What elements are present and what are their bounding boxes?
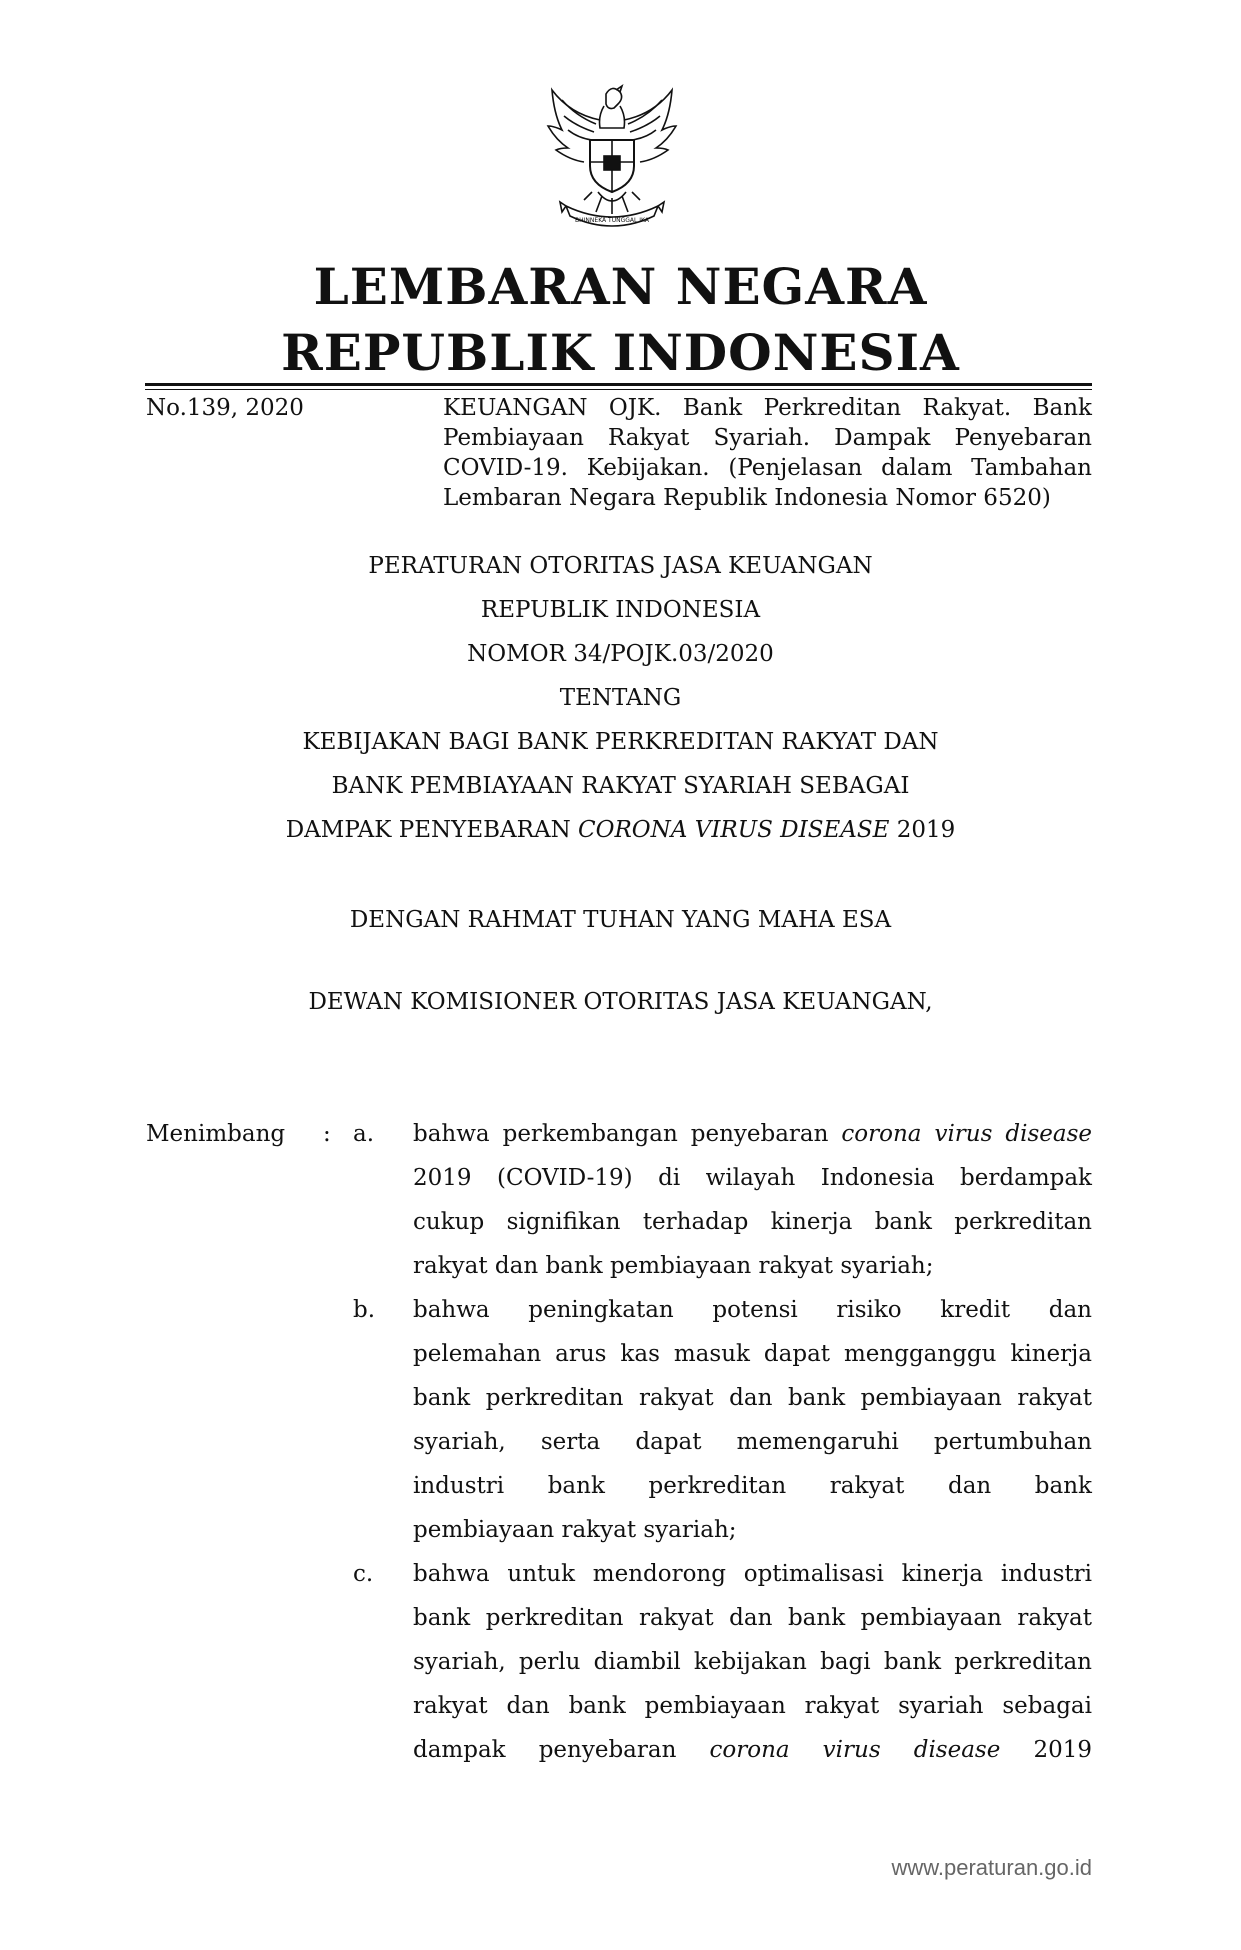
item-a-line [413,1112,1092,1156]
regulation-about: TENTANG [559,685,682,711]
gazette-number: No.139, 2020 [146,395,304,421]
item-a-line: 2019 (COVID-19) di wilayah Indonesia berdampak [413,1165,1092,1191]
item-c-line: bahwa untuk mendorong optimalisasi kinerja industri [413,1561,1092,1587]
item-a-line1-italic: corona virus disease [841,1121,1092,1147]
item-a-line: rakyat dan bank pembiayaan rakyat syariah; [413,1253,934,1279]
gazette-description [443,393,1092,513]
item-marker-b: b. [353,1297,376,1323]
gazette-description-line: COVID-19. Kebijakan. (Penjelasan dalam Tambahan [443,455,1092,481]
item-c-line: rakyat dan bank pembiayaan rakyat syariah sebagai [413,1693,1092,1719]
regulation-country: REPUBLIK INDONESIA [480,597,761,623]
item-b-line: bank perkreditan rakyat dan bank pembiayaan rakyat [413,1385,1092,1411]
item-text-b [413,1288,1092,1552]
gazette-description-line: Pembiayaan Rakyat Syariah. Dampak Penyebaran [443,425,1092,451]
header-divider-thick [145,383,1092,386]
considering-label: Menimbang [146,1121,286,1147]
gazette-description-line: KEUANGAN OJK. Bank Perkreditan Rakyat. Bank [443,395,1092,421]
item-b-line: bahwa peningkatan potensi risiko kredit dan [413,1297,1092,1323]
subject-prefix: DAMPAK PENYEBARAN [285,817,579,843]
item-marker-c: c. [353,1561,374,1587]
regulation-subject-line1: KEBIJAKAN BAGI BANK PERKREDITAN RAKYAT DAN [302,729,939,755]
divine-grace-line: DENGAN RAHMAT TUHAN YANG MAHA ESA [349,907,892,933]
item-c-line [413,1728,1092,1772]
regulation-number: NOMOR 34/POJK.03/2020 [467,641,774,667]
item-b-line: pelemahan arus kas masuk dapat mengganggu kinerja [413,1341,1092,1367]
subject-italic: CORONA VIRUS DISEASE [578,817,890,843]
subject-suffix: 2019 [889,817,956,843]
item-text-a [413,1112,1092,1288]
emblem-motto: BHINNEKA TUNGGAL IKA [575,217,649,224]
council-line: DEWAN KOMISIONER OTORITAS JASA KEUANGAN, [308,989,933,1015]
regulation-subject-line2: BANK PEMBIAYAAN RAKYAT SYARIAH SEBAGAI [331,773,910,799]
regulation-issuer: PERATURAN OTORITAS JASA KEUANGAN [368,553,873,579]
item-c-line: bank perkreditan rakyat dan bank pembiayaan rakyat [413,1605,1092,1631]
regulation-title [0,544,1241,852]
garuda-emblem-icon [532,80,692,246]
considering-colon: : [323,1121,331,1147]
item-marker-a: a. [353,1121,375,1147]
header-divider-thin [145,389,1092,390]
masthead-title-line2: REPUBLIK INDONESIA [281,323,960,382]
item-c-line5-italic: corona virus disease [709,1737,1001,1763]
item-a-line1-text: bahwa perkembangan penyebaran [413,1121,842,1147]
gazette-description-line: Lembaran Negara Republik Indonesia Nomor 6520) [443,485,1051,511]
item-a-line: cukup signifikan terhadap kinerja bank perkreditan [413,1209,1092,1235]
regulation-subject-line3 [0,808,1241,852]
item-c-line5-text: dampak penyebaran [413,1737,710,1763]
masthead-title-line1: LEMBARAN NEGARA [313,257,928,316]
item-b-line: syariah, serta dapat memengaruhi pertumbuhan [413,1429,1092,1455]
item-text-c [413,1552,1092,1772]
item-b-line: pembiayaan rakyat syariah; [413,1517,737,1543]
item-c-line: syariah, perlu diambil kebijakan bagi bank perkreditan [413,1649,1092,1675]
item-b-line: industri bank perkreditan rakyat dan bank [413,1473,1092,1499]
item-c-line5-suffix: 2019 [1000,1737,1092,1763]
footer-website-link[interactable]: www.peraturan.go.id [891,1855,1092,1880]
